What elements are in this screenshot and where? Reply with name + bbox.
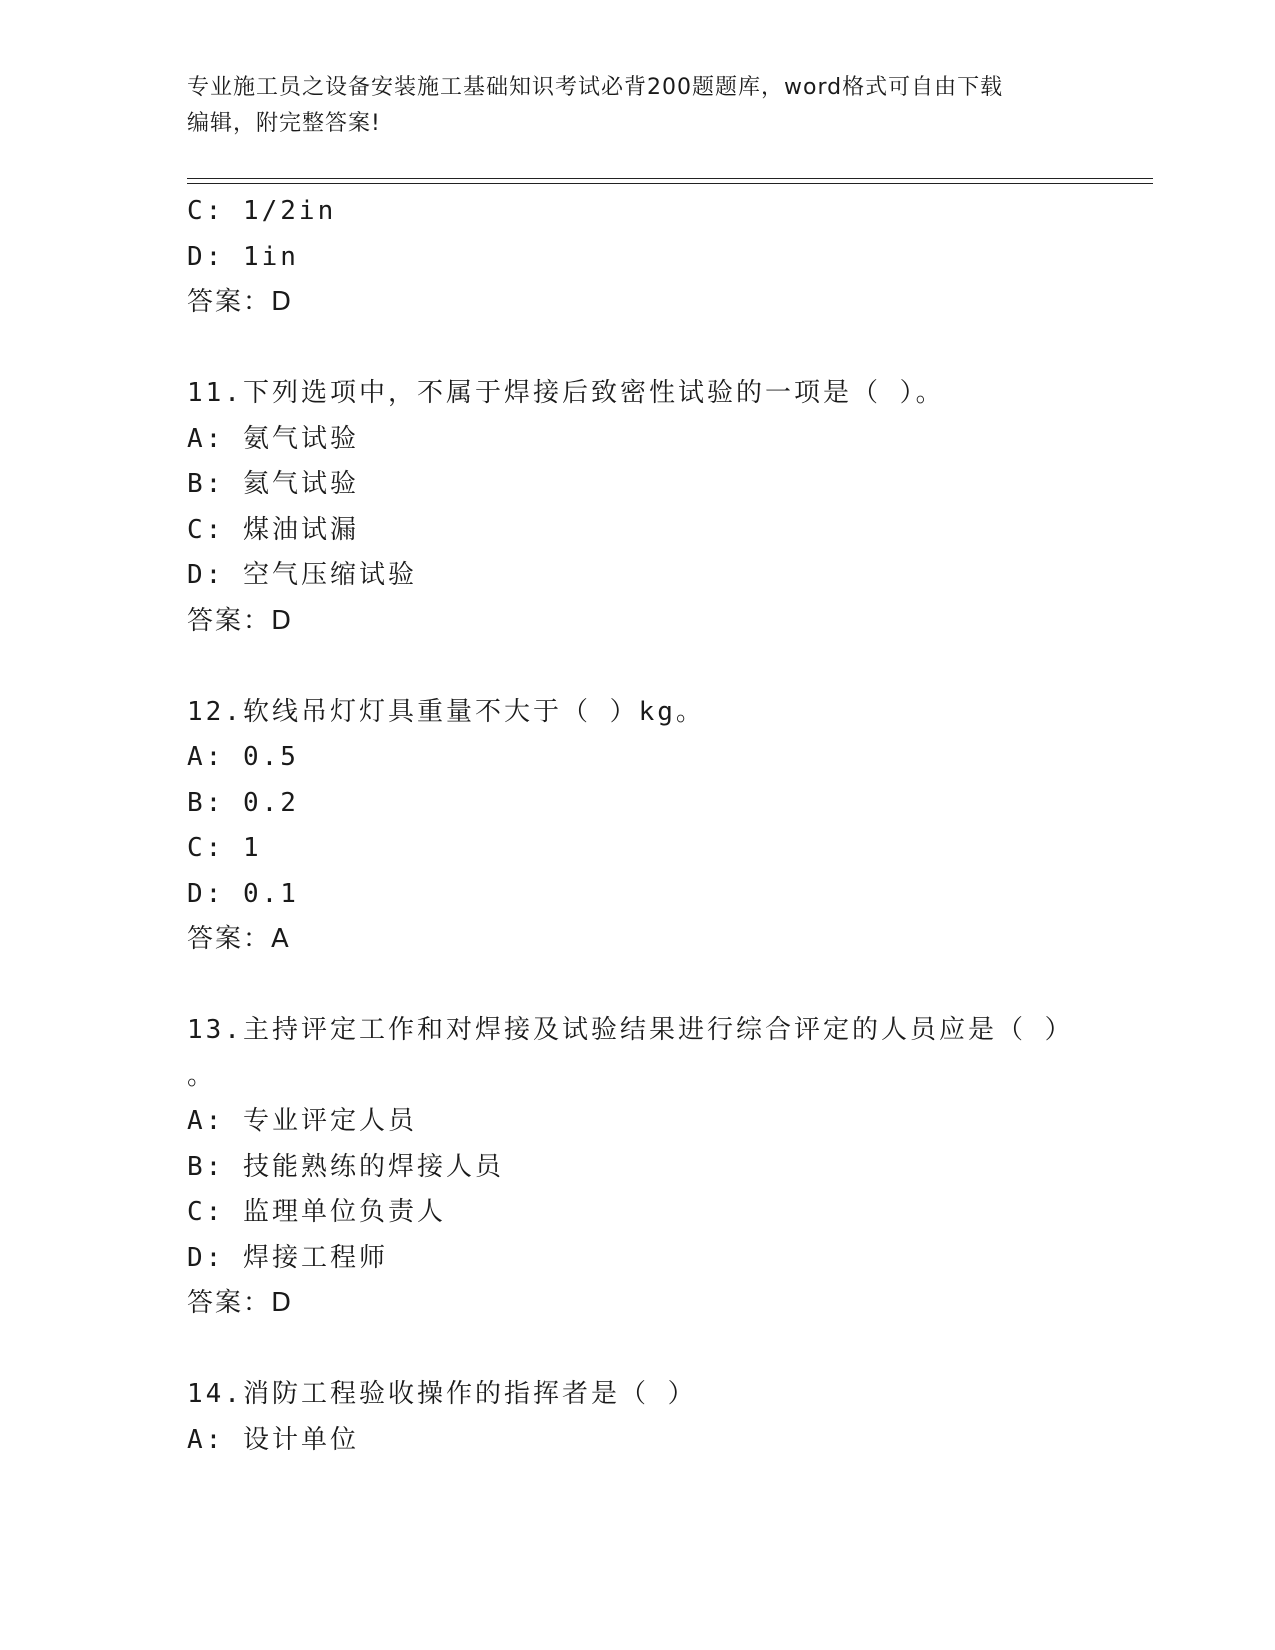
option-a: A: 专业评定人员 <box>187 1106 417 1136</box>
question-list <box>187 189 1087 1463</box>
option-c: C: 1/2in <box>187 196 337 226</box>
option-c: C: 监理单位负责人 <box>187 1197 446 1227</box>
option-c: C: 1 <box>187 833 262 863</box>
option-a: A: 氨气试验 <box>187 423 359 454</box>
question-12 <box>187 690 1087 963</box>
page-header <box>187 70 1067 142</box>
question-stem-continuation: 。 <box>187 1060 214 1091</box>
spacer <box>187 326 1087 372</box>
option-a: A: 0.5 <box>187 742 299 772</box>
question-stem: 14.消防工程验收操作的指挥者是（ ） <box>187 1379 697 1409</box>
option-b: B: 技能熟练的焊接人员 <box>187 1151 504 1182</box>
option-a: A: 设计单位 <box>187 1424 359 1455</box>
header-divider-top <box>187 178 1153 179</box>
spacer <box>187 644 1087 690</box>
option-b: B: 0.2 <box>187 787 299 818</box>
question-stem: 13.主持评定工作和对焊接及试验结果进行综合评定的人员应是（ ） <box>187 1015 1074 1045</box>
header-line-2: 编辑，附完整答案! <box>187 111 381 136</box>
spacer <box>187 963 1087 1009</box>
option-c: C: 煤油试漏 <box>187 514 359 545</box>
option-d: D: 空气压缩试验 <box>187 560 417 590</box>
answer: 答案：D <box>187 605 294 636</box>
question-11 <box>187 371 1087 644</box>
option-d: D: 0.1 <box>187 878 299 909</box>
question-stem: 12.软线吊灯灯具重量不大于（ ）kg。 <box>187 696 705 727</box>
question-stem: 11.下列选项中，不属于焊接后致密性试验的一项是（ ）。 <box>187 378 945 408</box>
answer: 答案：D <box>187 1288 294 1318</box>
question-10-tail <box>187 189 1087 326</box>
option-d: D: 1in <box>187 241 299 272</box>
option-d: D: 焊接工程师 <box>187 1242 388 1273</box>
question-13 <box>187 1008 1087 1327</box>
header-divider-bottom <box>187 183 1153 184</box>
spacer <box>187 1327 1087 1373</box>
question-14 <box>187 1372 1087 1463</box>
header-line-1: 专业施工员之设备安装施工基础知识考试必背200题题库，word格式可自由下载 <box>187 75 1004 100</box>
option-b: B: 氦气试验 <box>187 469 359 499</box>
answer: 答案：A <box>187 924 291 954</box>
answer: 答案：D <box>187 287 294 317</box>
